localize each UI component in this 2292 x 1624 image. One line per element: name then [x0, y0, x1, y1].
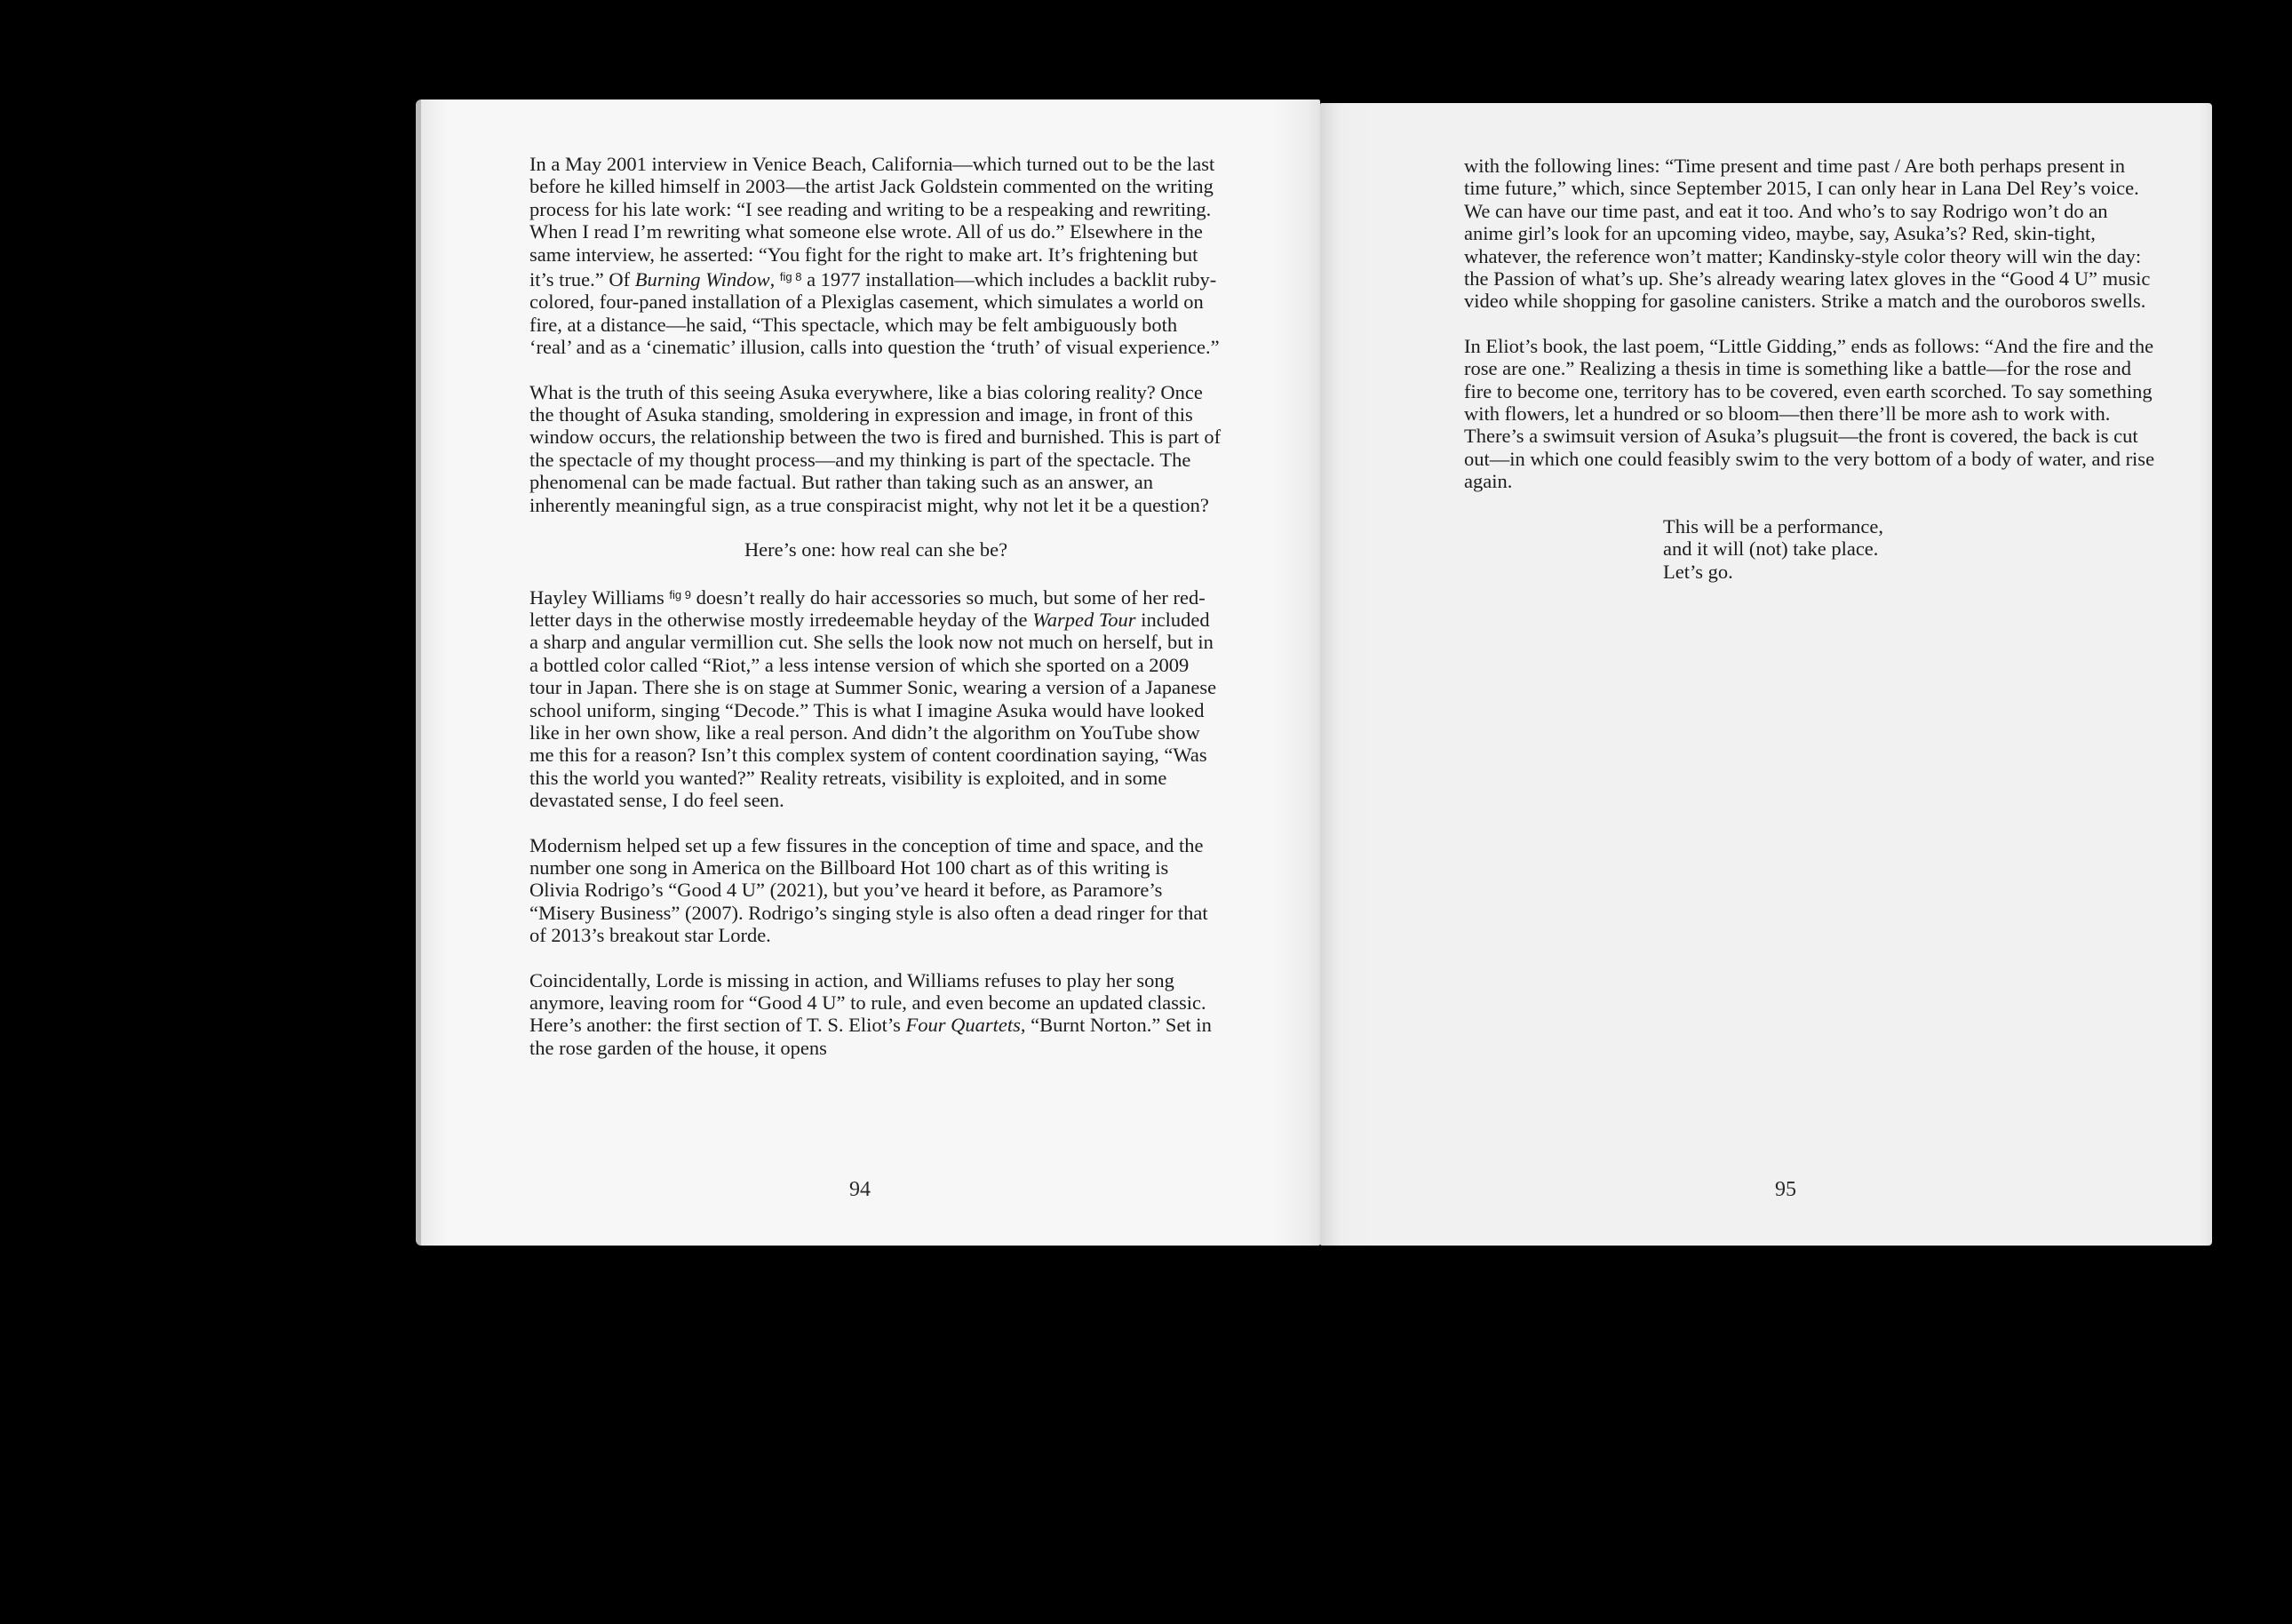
paragraph: [529, 153, 1222, 359]
verse-line: Let’s go.: [1663, 560, 1733, 583]
closing-verse: [1663, 515, 2157, 583]
paragraph: [529, 969, 1222, 1060]
paragraph: [529, 538, 1222, 561]
paragraph-text: , “Burnt Norton.” Set in the rose garden of the house, it opens: [529, 1014, 1212, 1059]
paragraph: [529, 381, 1222, 516]
right-page-number: 95: [1775, 1178, 1796, 1201]
italic-title: Warped Tour: [1032, 608, 1136, 631]
paragraph-text: Coincidentally, Lorde is missing in action, and Williams refuses to play her song anymore, leaving room for “Good 4 U” to rule, and even become an updated classic. Here’s another: the first section of T. S. Eliot’s: [529, 968, 1206, 1037]
paragraph-text: Hayley Williams: [529, 585, 670, 609]
paragraph: [1464, 335, 2157, 493]
verse-line: This will be a performance,: [1663, 514, 1884, 537]
paragraph-text: Modernism helped set up a few fissures in the conception of time and space, and the number one song in America on the Billboard Hot 100 chart as of this writing is Olivia Rodrigo’s “Good 4 U” (2021), but you’ve heard it before, as Paramore’s “Misery Business” (2007). Rodrigo’s singing style is also often a dead ringer for that of 2013’s breakout star Lorde.: [529, 833, 1208, 947]
paragraph-text: Here’s one: how real can she be?: [744, 538, 1008, 561]
italic-title: Four Quartets: [905, 1014, 1021, 1037]
left-page-number: 94: [849, 1178, 871, 1201]
paragraph-text: In a May 2001 interview in Venice Beach, California—which turned out to be the last before he killed himself in 2003—the artist Jack Goldstein commented on the writing process for his late work: “I see reading and writing to be a respeaking and rewriting. When I read I’m rewriting what someone else wrote. All of us do.” Elsewhere in the same interview, he asserted: “You fight for the right to make art. It’s frightening but it’s true.” Of: [529, 153, 1215, 291]
paragraph-text: ,: [769, 268, 780, 291]
paragraph: [529, 584, 1222, 812]
left-page-text: [529, 153, 1222, 1081]
paragraph-text: a 1977 installation—which includes a backlit ruby-colored, four-paned installation of a Plexiglas casement, which simulates a world on fire, at a distance—he said, “This spectacle, which may be felt ambiguously both ‘real’ and as a ‘cinematic’ illusion, calls into question the ‘truth’ of visual experience.”: [529, 268, 1220, 359]
paragraph: [1464, 155, 2157, 313]
paragraph-text: included a sharp and angular vermillion cut. She sells the look now not much on herself, but in a bottled color called “Riot,” a less intense version of which she sported on a 2009 tour in Japan. There she is on stage at Summer Sonic, wearing a version of a Japanese school uniform, singing “Decode.” This is what I imagine Asuka would have looked like in her own show, like a real person. And didn’t the algorithm on YouTube show me this for a reason? Isn’t this complex system of content coordination saying, “Was this the world you wanted?” Reality retreats, visibility is exploited, and in some devastated sense, I do feel seen.: [529, 608, 1217, 812]
figure-reference: fig 8: [779, 270, 802, 284]
italic-title: Burning Window: [634, 268, 770, 291]
paragraph-text: with the following lines: “Time present and time past / Are both perhaps present in time future,” which, since September 2015, I can only hear in Lana Del Rey’s voice. We can have our time past, and eat it too. And who’s to say Rodrigo won’t do an anime girl’s look for an upcoming video, maybe, say, Asuka’s? Red, skin-tight, whatever, the reference won’t matter; Kandinsky-style color theory will win the day: the Passion of what’s up. She’s already wearing latex gloves in the “Good 4 U” music video while shopping for gasoline canisters. Strike a match and the ouroboros swells.: [1464, 155, 2151, 313]
paragraph-text: doesn’t really do hair accessories so much, but some of her red-letter days in the otherwise mostly irredeemable heyday of the: [529, 585, 1206, 631]
right-page: [1320, 103, 2212, 1246]
verse-line: and it will (not) take place.: [1663, 537, 1879, 561]
figure-reference: fig 9: [669, 587, 691, 601]
right-page-text: [1464, 155, 2157, 583]
paragraph-text: What is the truth of this seeing Asuka everywhere, like a bias coloring reality? Once the thought of Asuka standing, smoldering in expression and image, in front of this window occurs, the relationship between the two is fired and burnished. This is part of the spectacle of my thought process—and my thinking is part of the spectacle. The phenomenal can be made factual. But rather than taking such as an answer, an inherently meaningful sign, as a true conspiracist might, why not let it be a question?: [529, 380, 1222, 516]
paragraph-text: In Eliot’s book, the last poem, “Little Gidding,” ends as follows: “And the fire and the rose are one.” Realizing a thesis in time is something like a battle—for the rose and fire to become one, territory has to be covered, even earth scorched. To say something with flowers, let a hundred or so bloom—then there’ll be more ash to work with. There’s a swimsuit version of Asuka’s plugsuit—the front is covered, the back is cut out—in which one could feasibly swim to the very bottom of a body of water, and rise again.: [1464, 334, 2155, 493]
left-page: [416, 100, 1320, 1246]
paragraph: [529, 834, 1222, 947]
